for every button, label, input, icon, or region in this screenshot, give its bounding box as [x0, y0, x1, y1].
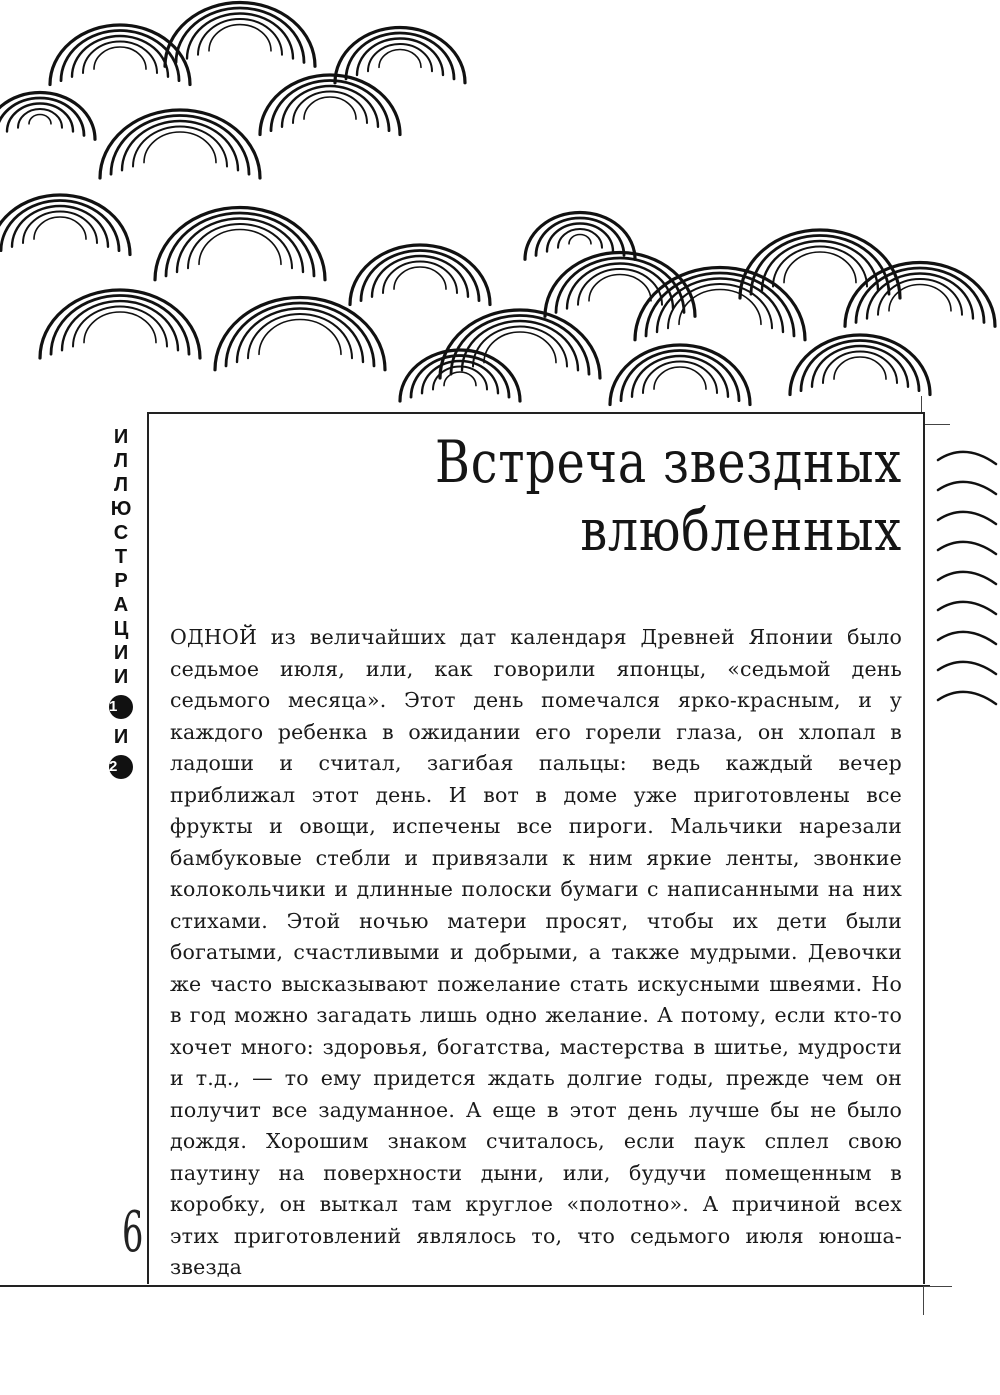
chapter-title-line-1: Встреча звездных [435, 428, 902, 496]
sidebar-letter: А [113, 594, 129, 616]
wave-arc [144, 132, 216, 163]
wave-arc [248, 314, 352, 358]
sidebar-letter: И [113, 666, 129, 688]
wave-arc [569, 235, 591, 244]
sidebar-letter: И [113, 426, 129, 448]
wave-arc [304, 97, 356, 119]
wave-arc [7, 104, 73, 132]
frame-corner-mark-bottom [923, 1286, 952, 1315]
frame-corner-mark-top [921, 396, 950, 425]
sidebar-letter: Л [113, 450, 129, 472]
sidebar-letter: И [113, 642, 129, 664]
side-wave-stroke [938, 542, 996, 554]
wave-arc [654, 367, 706, 389]
illustration-number-badge-one: 1 [109, 695, 133, 719]
bottom-rule [0, 1285, 930, 1287]
sidebar-conjunction: И [113, 726, 129, 748]
wave-arc [444, 372, 476, 386]
illustration-number-badge-two: 2 [109, 755, 133, 779]
wave-arc [558, 229, 602, 248]
side-wave-stroke [938, 572, 996, 584]
wave-arc [34, 217, 86, 239]
side-wave-stroke [938, 662, 996, 674]
side-wave-stroke [938, 482, 996, 494]
chapter-title [394, 428, 902, 564]
sidebar-letter: Л [113, 474, 129, 496]
side-wave-stroke [938, 692, 996, 704]
wave-arc [84, 312, 156, 343]
side-wave-stroke [938, 512, 996, 524]
wave-arc [29, 115, 51, 124]
wave-arc [589, 275, 651, 301]
wave-arc [94, 47, 146, 69]
side-wave-stroke [938, 602, 996, 614]
wave-arc [18, 109, 62, 128]
wave-arc [368, 44, 432, 71]
sidebar-letter: Ю [110, 498, 132, 520]
body-paragraph: ОДНОЙ из величайших дат календаря Древней Японии было седьмое июля, или, как говорили японцы, «седьмой день седьмого месяца». Этот день помечался ярко-красным, и у каждого ребенка в ожидании его горели глаза, он хлопал в ладоши и считал, загибая пальцы: ведь каждый вечер приближал этот день. И вот в доме уже приготовлены все фрукты и овощи, испечены все пироги. Мальчики нарезали бамбуковые стебли и привязали к ним яркие ленты, звонкие колокольчики и длинные полоски бумаги с написанными на них стихами. Этой ночью матери просят, чтобы их дети были богатыми, счастливыми и добрыми, а также мудрыми. Девочки же часто высказывают пожелание стать искусными швеями. Но в год можно загадать лишь одно желание. А потому, если кто-то хочет много: здоровья, богатства, мастерства в шитье, мудрости и т.д., — то ему придется ждать долгие годы, прежде чем он получит все задуманное. А еще в этот день лучше бы не было дождя. Хорошим знаком считалось, если паук сплел свою паутину на поверхности дыни, или, будучи помещенным в коробку, он выткал там круглое «полотно». А причиной всех этих приготовлений являлось то, что седьмого июля юноша-звезда [170, 625, 902, 1279]
wave-arc [394, 267, 446, 289]
wave-illustration [0, 0, 1000, 420]
wave-arc [199, 230, 281, 265]
side-wave-stroke [938, 632, 996, 644]
sidebar-letter: С [113, 522, 129, 544]
wave-arc [784, 252, 856, 283]
wave-arc [379, 50, 421, 68]
wave-arc [209, 25, 271, 51]
illustrations-sidebar-label [103, 425, 139, 785]
sidebar-letter: Т [114, 546, 128, 568]
side-wave-stroke [938, 452, 996, 464]
chapter-title-line-2: влюбленных [580, 496, 902, 564]
wave-arc [188, 224, 292, 268]
side-wave-illustration [930, 440, 1000, 720]
sidebar-letter: Р [114, 570, 128, 592]
sidebar-letter: Ц [113, 618, 129, 640]
wave-arc [834, 357, 886, 379]
wave-arc [547, 224, 613, 252]
page-number: 6 [122, 1200, 144, 1265]
wave-arc [259, 320, 341, 355]
